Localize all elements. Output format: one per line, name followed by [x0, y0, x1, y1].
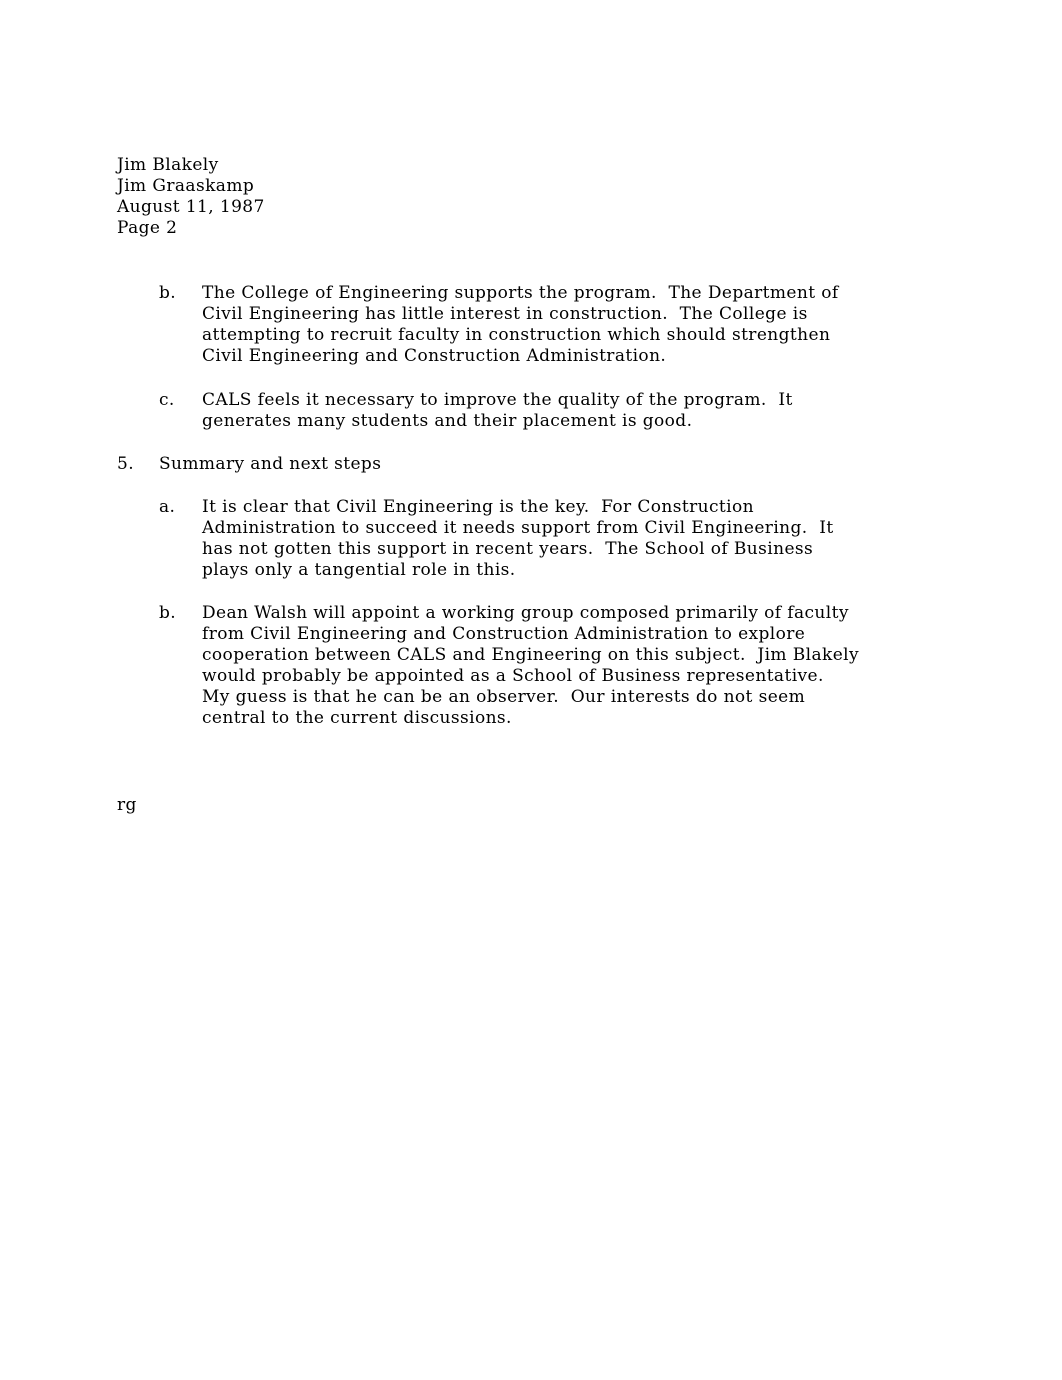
item-marker: c. — [159, 390, 175, 410]
paragraph-line: CALS feels it necessary to improve the quality of the program. It — [202, 390, 793, 410]
item-marker: b. — [159, 603, 177, 623]
paragraph-line: Dean Walsh will appoint a working group composed primarily of faculty — [202, 603, 849, 623]
paragraph-line: from Civil Engineering and Construction Administration to explore — [202, 624, 806, 644]
paragraph-line: Civil Engineering has little interest in construction. The College is — [202, 304, 808, 324]
section-title: Summary and next steps — [159, 454, 382, 474]
section-number: 5. — [117, 454, 135, 474]
paragraph-line: The College of Engineering supports the program. The Department of — [202, 283, 839, 303]
paragraph-line: Civil Engineering and Construction Administration. — [202, 346, 667, 366]
header-page-number: Page 2 — [117, 218, 178, 238]
paragraph-line: plays only a tangential role in this. — [202, 560, 516, 580]
item-marker: a. — [159, 497, 176, 517]
header-sender: Jim Graaskamp — [117, 176, 255, 196]
header-recipient: Jim Blakely — [117, 155, 219, 175]
item-marker: b. — [159, 283, 177, 303]
paragraph-line: cooperation between CALS and Engineering on this subject. Jim Blakely — [202, 645, 860, 665]
header-date: August 11, 1987 — [117, 197, 265, 217]
paragraph-line: generates many students and their placement is good. — [202, 411, 693, 431]
paragraph-line: attempting to recruit faculty in construction which should strengthen — [202, 325, 831, 345]
paragraph-line: would probably be appointed as a School of Business representative. — [202, 666, 824, 686]
paragraph-line: Administration to succeed it needs support from Civil Engineering. It — [202, 518, 834, 538]
paragraph-line: central to the current discussions. — [202, 708, 512, 728]
paragraph-line: My guess is that he can be an observer. Our interests do not seem — [202, 687, 806, 707]
paragraph-line: It is clear that Civil Engineering is the key. For Construction — [202, 497, 754, 517]
typist-initials: rg — [117, 795, 137, 815]
paragraph-line: has not gotten this support in recent years. The School of Business — [202, 539, 814, 559]
